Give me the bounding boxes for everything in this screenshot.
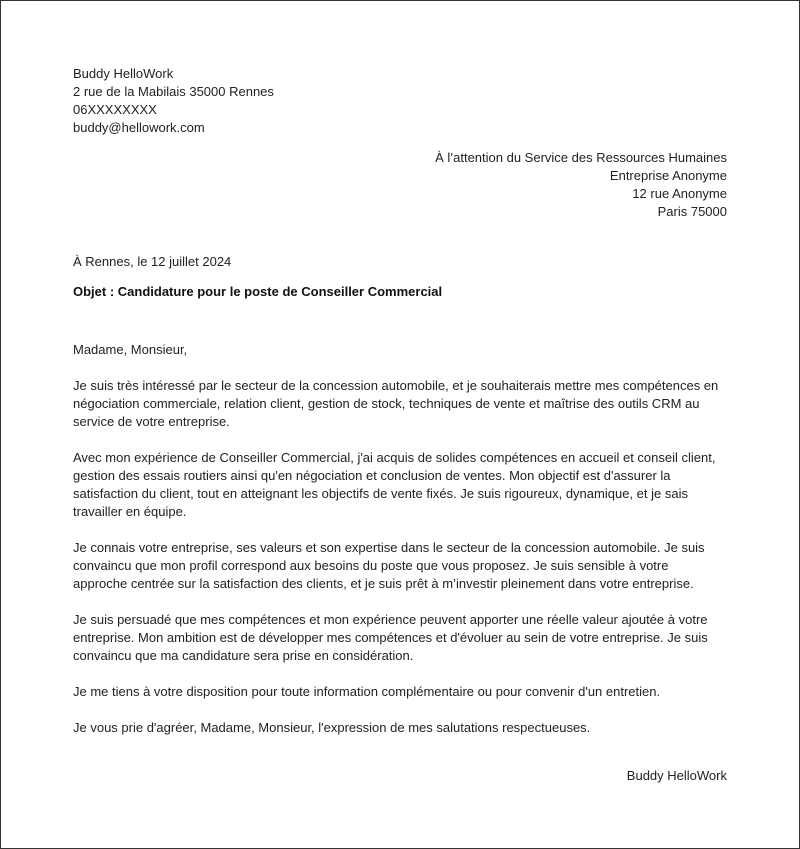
paragraph-interest: Je suis très intéressé par le secteur de la concession automobile, et je souhaiterais mettre mes compétences en négociation commerciale, relation client, gestion de stock, techniques de vente et maîtrise des outils CRM au service de votre entreprise. (73, 378, 719, 429)
signature: Buddy HelloWork (626, 768, 727, 783)
sender-block (73, 65, 274, 137)
recipient-city: Paris 75000 (657, 204, 727, 219)
paragraph-closing: Je vous prie d'agréer, Madame, Monsieur, l'expression de mes salutations respectueuses. (73, 720, 591, 735)
paragraph-company: Je connais votre entreprise, ses valeurs et son expertise dans le secteur de la concession automobile. Je suis convaincu que mon profil correspond aux besoins du poste que vous proposez. Je suis sensible à votre approche centrée sur la satisfaction des clients, et je suis prêt à m’investir pleinement dans votre entreprise. (73, 540, 705, 591)
letter-body (73, 341, 723, 755)
paragraph-experience: Avec mon expérience de Conseiller Commercial, j'ai acquis de solides compétences en accueil et conseil client, gestion des essais routiers ainsi qu'en négociation et conclusion de ventes. Mon objectif est d'assurer la satisfaction du client, tout en atteignant les objectifs de vente fixés. Je suis rigoureux, dynamique, et je sais travailler en équipe. (73, 450, 716, 519)
recipient-attention: À l’attention du Service des Ressources Humaines (435, 150, 727, 165)
sender-phone: 06XXXXXXXX (73, 102, 157, 117)
date-line: À Rennes, le 12 juillet 2024 (73, 254, 232, 269)
sender-email: buddy@hellowork.com (73, 120, 205, 135)
recipient-block (435, 149, 727, 221)
greeting: Madame, Monsieur, (73, 342, 188, 357)
paragraph-value: Je suis persuadé que mes compétences et mon expérience peuvent apporter une réelle valeur ajoutée à votre entreprise. Mon ambition est de développer mes compétences et d'évoluer au sein de votre entreprise. Je suis convaincu que ma candidature sera prise en considération. (73, 612, 708, 663)
paragraph-availability: Je me tiens à votre disposition pour toute information complémentaire ou pour convenir d'un entretien. (73, 684, 661, 699)
sender-address: 2 rue de la Mabilais 35000 Rennes (73, 84, 274, 99)
recipient-company: Entreprise Anonyme (609, 168, 727, 183)
sender-name: Buddy HelloWork (73, 66, 174, 81)
subject-line: Objet : Candidature pour le poste de Conseiller Commercial (73, 284, 443, 299)
recipient-street: 12 rue Anonyme (632, 186, 727, 201)
